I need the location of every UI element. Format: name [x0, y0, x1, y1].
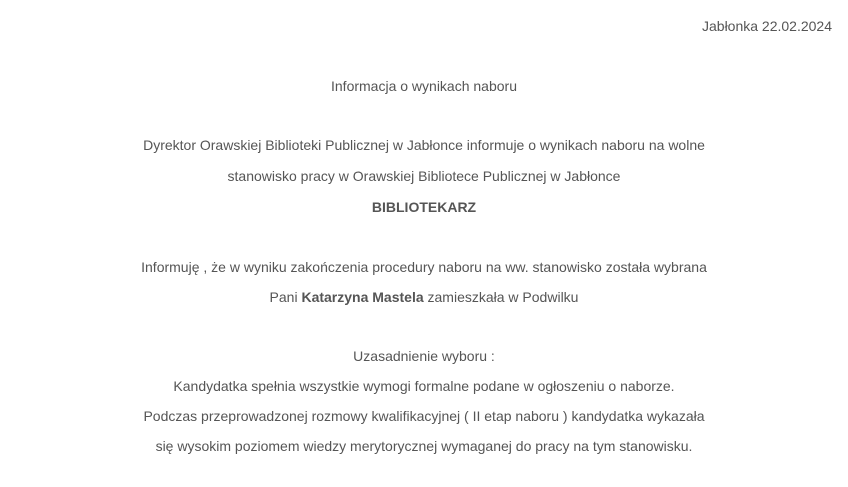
justification-heading: Uzasadnienie wyboru : — [353, 348, 495, 364]
position-title: BIBLIOTEKARZ — [371, 199, 477, 215]
result-prefix: Pani — [269, 289, 298, 305]
result-line-2 — [0, 287, 848, 307]
selected-candidate-name: Katarzyna Mastela — [301, 289, 424, 305]
intro-line-2: stanowisko pracy w Orawskiej Bibliotece Publicznej w Jabłonce — [227, 168, 621, 184]
intro-line-1: Dyrektor Orawskiej Biblioteki Publicznej w Jabłonce informuje o wynikach naboru na wolne — [143, 137, 705, 153]
result-suffix: zamieszkała w Podwilku — [427, 289, 579, 305]
document-title: Informacja o wynikach naboru — [331, 78, 517, 94]
justification-line-2: Podczas przeprowadzonej rozmowy kwalifikacyjnej ( II etap naboru ) kandydatka wykazała — [143, 408, 705, 424]
result-line-1: Informuję , że w wyniku zakończenia procedury naboru na ww. stanowisko została wybrana — [141, 259, 707, 275]
justification-line-1: Kandydatka spełnia wszystkie wymogi formalne podane w ogłoszeniu o naborze. — [173, 378, 675, 394]
justification-line-3: się wysokim poziomem wiedzy merytorycznej wymaganej do pracy na tym stanowisku. — [155, 438, 693, 454]
document-date: Jabłonka 22.02.2024 — [702, 18, 832, 34]
